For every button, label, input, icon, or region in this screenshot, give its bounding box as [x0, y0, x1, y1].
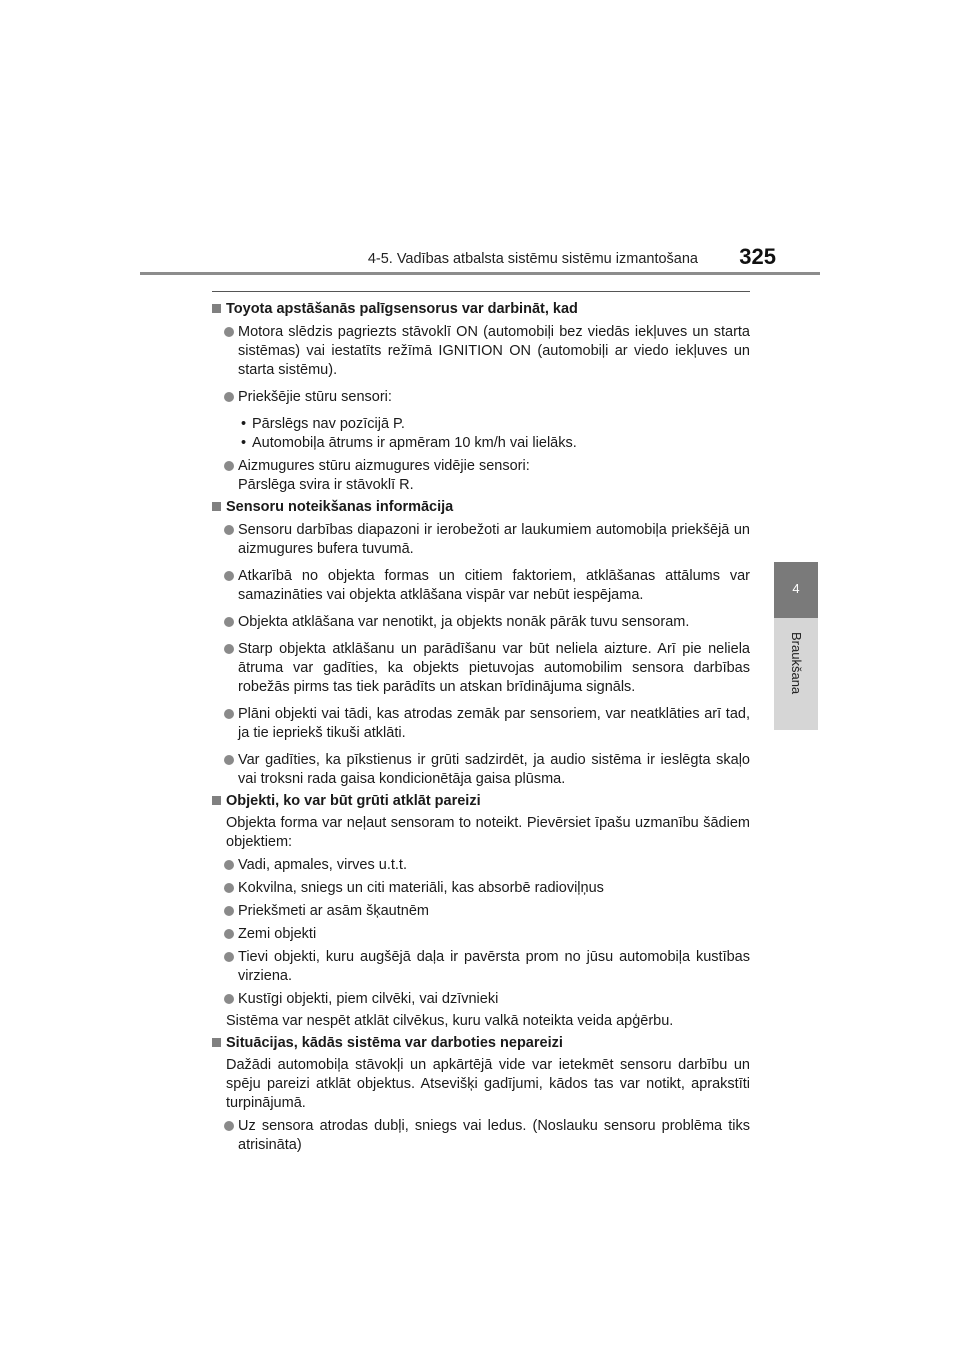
bullet-icon: [224, 392, 234, 402]
list-item: [212, 388, 750, 407]
list-item-text: Motora slēdzis pagriezts stāvoklī ON (automobiļi bez viedās iekļuves un starta sistēmas) vai iestatīts režīmā IGNITION ON (automobiļi ar viedo iekļuves un starta sistēmu).: [238, 324, 750, 378]
list-item-text: Var gadīties, ka pīkstienus ir grūti sadzirdēt, ja audio sistēma ir ieslēgta skaļo vai troksni rada gaisa kondicionētāja gaisa plūsma.: [238, 752, 750, 787]
sub-list-item-text: Pārslēgs nav pozīcijā P.: [252, 416, 405, 432]
paragraph: Objekta forma var neļaut sensoram to noteikt. Pievērsiet īpašu uzmanību šādiem objektiem:: [226, 815, 750, 850]
list-item: [212, 457, 750, 476]
list-item: [212, 323, 750, 380]
page-number: 325: [739, 244, 776, 269]
list-item: [212, 751, 750, 789]
bullet-icon: [224, 327, 234, 337]
header-section-title: 4-5. Vadības atbalsta sistēmu sistēmu izmantošana: [367, 251, 698, 267]
bullet-icon: [224, 644, 234, 654]
main-content: [212, 297, 750, 1155]
bullet-icon: [224, 1121, 234, 1131]
list-item-text: Uz sensora atrodas dubļi, sniegs vai ledus. (Noslauku sensoru problēma tiks atrisināta): [238, 1118, 750, 1153]
section-heading: Situācijas, kādās sistēma var darboties nepareizi: [212, 1034, 750, 1053]
header-rule: [140, 272, 820, 275]
list-item-text: Priekšējie stūru sensori:: [238, 389, 392, 405]
list-item: [212, 613, 750, 632]
list-item-text: Kustīgi objekti, piem cilvēki, vai dzīvnieki: [238, 991, 499, 1007]
section-heading: Toyota apstāšanās palīgsensorus var darbināt, kad: [212, 300, 750, 319]
sub-list-item: [212, 434, 750, 453]
sub-list-item-text: Automobiļa ātrums ir apmēram 10 km/h vai lielāks.: [252, 435, 577, 451]
list-item: [212, 705, 750, 743]
list-item: [212, 521, 750, 559]
section-heading: Sensoru noteikšanas informācija: [212, 498, 750, 517]
list-item-text: Plāni objekti vai tādi, kas atrodas zemāk par sensoriem, var neatklāties arī tad, ja tie iepriekš tikuši atklāti.: [238, 706, 750, 741]
paragraph: Sistēma var nespēt atklāt cilvēkus, kuru valkā noteikta veida apģērbu.: [226, 1013, 674, 1029]
list-item-text: Atkarībā no objekta formas un citiem faktoriem, atklāšanas attālums var samazināties vai objekta atklāšana vispār var nebūt iespējama.: [238, 568, 750, 603]
list-item: [212, 948, 750, 986]
bullet-icon: [224, 860, 234, 870]
chapter-label-strip: [774, 618, 818, 730]
sub-bullet-marker: •: [241, 435, 247, 451]
list-item: [212, 567, 750, 605]
sub-bullet-marker: •: [241, 416, 247, 432]
list-item: [212, 640, 750, 697]
list-item-text: Aizmugures stūru aizmugures vidējie sensori:: [238, 458, 530, 474]
bullet-icon: [224, 906, 234, 916]
bullet-icon: [224, 571, 234, 581]
list-item-text: Starp objekta atklāšanu un parādīšanu var būt neliela aizture. Arī pie neliela ātruma var gadīties, ka objekts pietuvojas automobilim sensora darbības robežās pirms tas tiek parādīts un atskan brīdinājuma signāls.: [238, 641, 750, 695]
list-item: [212, 990, 750, 1009]
bullet-icon: [224, 883, 234, 893]
list-item: [212, 1117, 750, 1155]
list-item-text: Priekšmeti ar asām šķautnēm: [238, 903, 429, 919]
list-item-text: Kokvilna, sniegs un citi materiāli, kas absorbē radioviļņus: [238, 880, 604, 896]
bullet-icon: [224, 952, 234, 962]
bullet-icon: [224, 994, 234, 1004]
paragraph: Dažādi automobiļa stāvokļi un apkārtējā vide var ietekmēt sensoru darbību un spēju pareizi atklāt objektus. Atsevišķi gadījumi, kādos tas var notikt, aprakstīti turpinājumā.: [226, 1057, 750, 1111]
bullet-icon: [224, 709, 234, 719]
chapter-tab: [774, 562, 818, 618]
bullet-icon: [224, 617, 234, 627]
list-item-text: Vadi, apmales, virves u.t.t.: [238, 857, 407, 873]
list-item-continuation: Pārslēga svira ir stāvoklī R.: [238, 477, 414, 493]
section-heading: Objekti, ko var būt grūti atklāt pareizi: [212, 792, 750, 811]
list-item: [212, 902, 750, 921]
list-item: [212, 879, 750, 898]
list-item: [212, 856, 750, 875]
chapter-number: 4: [792, 581, 800, 596]
list-item-text: Sensoru darbības diapazoni ir ierobežoti ar laukumiem automobiļa priekšējā un aizmugures bufera tuvumā.: [238, 522, 750, 557]
list-item-text: Tievi objekti, kuru augšējā daļa ir pavērsta prom no jūsu automobiļa kustības virziena.: [238, 949, 750, 984]
content-top-rule: [212, 291, 750, 292]
sub-list-item: [212, 415, 750, 434]
list-item: [212, 925, 750, 944]
list-item-text: Objekta atklāšana var nenotikt, ja objekts nonāk pārāk tuvu sensoram.: [238, 614, 690, 630]
bullet-icon: [224, 525, 234, 535]
bullet-icon: [224, 461, 234, 471]
list-item-text: Zemi objekti: [238, 926, 317, 942]
chapter-label: Braukšana: [789, 632, 804, 695]
bullet-icon: [224, 755, 234, 765]
bullet-icon: [224, 929, 234, 939]
